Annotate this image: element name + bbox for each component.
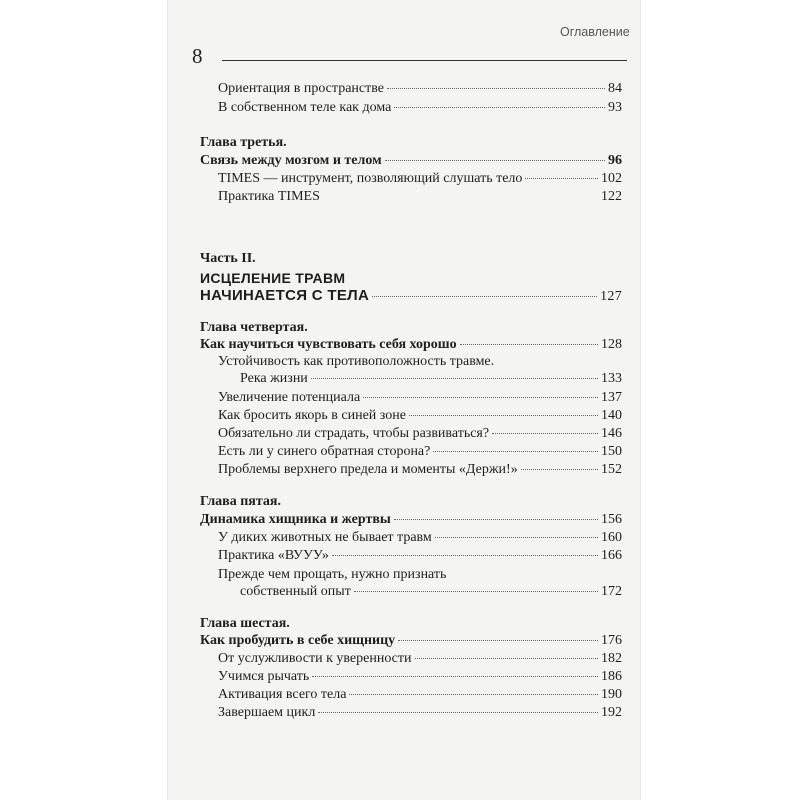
- chapter-label: Глава четвертая.: [200, 320, 308, 335]
- toc-entry-title: TIMES — инструмент, позволяющий слушать тело: [218, 171, 523, 186]
- chapter-title: Динамика хищника и жертвы: [200, 512, 391, 527]
- chapter-page: 156: [601, 512, 622, 527]
- toc-entry: [218, 80, 622, 98]
- dot-leader: [409, 415, 598, 416]
- chapter-entry: [200, 511, 622, 529]
- toc-entry-page: 190: [601, 687, 622, 702]
- chapter-entry: [200, 632, 622, 650]
- toc-entry-title: Прежде чем прощать, нужно признать: [218, 567, 447, 582]
- toc-entry-title: Увеличение потенциала: [218, 390, 361, 405]
- chapter-title: Как пробудить в себе хищницу: [200, 633, 396, 648]
- toc-entry: [218, 425, 622, 443]
- toc-entry-page: 93: [608, 100, 622, 115]
- toc-entry: [218, 389, 622, 407]
- dot-leader: [318, 712, 598, 713]
- toc-entry-title: Ориентация в пространстве: [218, 81, 384, 96]
- chapter-title: Как научиться чувствовать себя хорошо: [200, 337, 457, 352]
- toc-entry-title: В собственном теле как дома: [218, 100, 392, 115]
- dot-leader: [521, 469, 598, 470]
- toc-entry-title: Практика TIMES: [218, 189, 320, 204]
- toc-entry: [218, 686, 622, 704]
- part-page: 127: [600, 289, 622, 304]
- toc-entry-page: 186: [601, 669, 622, 684]
- dot-leader: [312, 676, 598, 677]
- toc-entry: [218, 668, 622, 686]
- toc-entry-title: Практика «ВУУУ»: [218, 548, 329, 563]
- toc-entry-page: 160: [601, 530, 622, 545]
- chapter-entry: [200, 152, 622, 170]
- toc-entry: [218, 529, 622, 547]
- toc-entry-page: 172: [601, 584, 622, 599]
- toc-entry-title: Река жизни: [240, 371, 308, 386]
- toc-entry-page: 133: [601, 371, 622, 386]
- chapter-label: Глава шестая.: [200, 616, 290, 631]
- part-label: Часть II.: [200, 251, 256, 266]
- toc-entry-title: Как бросить якорь в синей зоне: [218, 408, 406, 423]
- dot-leader: [354, 591, 598, 592]
- toc-entry: [218, 704, 622, 722]
- chapter-entry: [200, 336, 622, 354]
- page-number: 8: [192, 44, 203, 68]
- chapter-label: Глава пятая.: [200, 494, 282, 509]
- toc-entry: [240, 583, 622, 601]
- toc-entry: [218, 461, 622, 479]
- toc-entry-title: Есть ли у синего обратная сторона?: [218, 444, 431, 459]
- toc-entry: [218, 650, 622, 668]
- dot-leader: [394, 107, 605, 108]
- toc-entry-page: 182: [601, 651, 622, 666]
- dot-leader: [435, 537, 598, 538]
- dot-leader: [363, 397, 598, 398]
- toc-entry-page: 150: [601, 444, 622, 459]
- toc-entry-page: 137: [601, 390, 622, 405]
- toc-entry: [240, 370, 622, 388]
- dot-leader: [433, 451, 598, 452]
- dot-leader: [398, 640, 598, 641]
- toc-entry-title: У диких животных не бывает травм: [218, 530, 432, 545]
- toc-entry-page: 166: [601, 548, 622, 563]
- toc-entry: [218, 547, 622, 565]
- dot-leader: [492, 433, 598, 434]
- toc-entry: [218, 170, 622, 188]
- toc-entry: [218, 443, 622, 461]
- toc-entry-page: 102: [601, 171, 622, 186]
- dot-leader: [525, 178, 598, 179]
- toc-entry-title: Активация всего тела: [218, 687, 347, 702]
- dot-leader: [387, 88, 605, 89]
- toc-entry: [218, 99, 622, 117]
- dot-leader: [372, 296, 597, 297]
- dot-leader: [460, 344, 598, 345]
- running-head: Оглавление: [560, 25, 630, 39]
- toc-entry-title: собственный опыт: [240, 584, 351, 599]
- toc-entry-title: Завершаем цикл: [218, 705, 316, 720]
- dot-leader: [415, 658, 599, 659]
- dot-leader: [311, 378, 598, 379]
- chapter-page: 128: [601, 337, 622, 352]
- toc-entry-title: Учимся рычать: [218, 669, 310, 684]
- dot-leader: [385, 160, 605, 161]
- part-entry: [200, 287, 622, 306]
- chapter-label: Глава третья.: [200, 135, 287, 150]
- part-title-line1: ИСЦЕЛЕНИЕ ТРАВМ: [200, 270, 346, 286]
- dot-leader: [332, 555, 598, 556]
- toc-entry-title: Проблемы верхнего предела и моменты «Держи!»: [218, 462, 518, 477]
- toc-entry: [218, 407, 622, 425]
- toc-entry: [218, 188, 622, 206]
- toc-entry-title: Обязательно ли страдать, чтобы развиваться?: [218, 426, 490, 441]
- dot-leader: [323, 196, 598, 197]
- chapter-page: 96: [608, 153, 622, 168]
- dot-leader: [394, 519, 598, 520]
- toc-entry-page: 192: [601, 705, 622, 720]
- toc-entry-title: Устойчивость как противоположность травме.: [218, 354, 495, 369]
- chapter-page: 176: [601, 633, 622, 648]
- toc-entry-page: 152: [601, 462, 622, 477]
- header-rule: [222, 60, 627, 61]
- toc-entry-page: 140: [601, 408, 622, 423]
- part-title-line2: НАЧИНАЕТСЯ С ТЕЛА: [200, 287, 370, 304]
- toc-entry-page: 122: [601, 189, 622, 204]
- toc-entry-page: 84: [608, 81, 622, 96]
- chapter-title: Связь между мозгом и телом: [200, 153, 382, 168]
- toc-entry-title: От услужливости к уверенности: [218, 651, 412, 666]
- toc-entry-page: 146: [601, 426, 622, 441]
- dot-leader: [349, 694, 598, 695]
